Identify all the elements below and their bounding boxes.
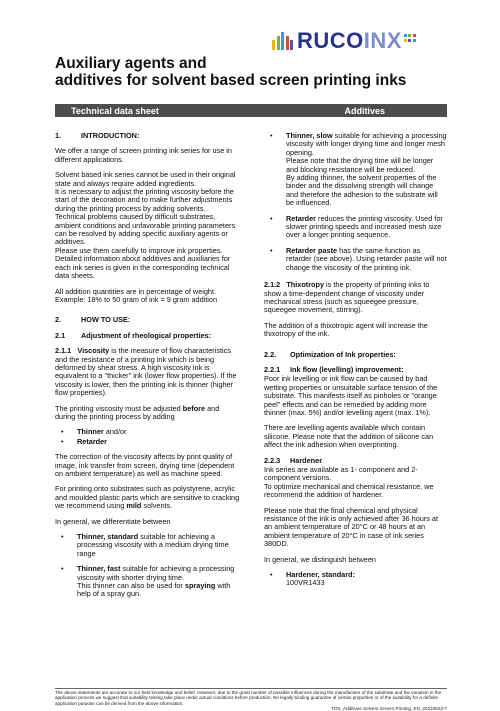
paragraph: For printing onto substrates such as polystyrene, acrylic and moulded plastic parts which are sensitive to cracking we recommend using mild solvents.	[55, 484, 240, 511]
paragraph-thixotropy: 2.1.2 Thixotropy is the property of printing inks to show a time-dependent change of viscosity under mechanical stress (such as squeegee pressure, squeegee movement, stirring).	[264, 280, 430, 315]
paragraph: There are levelling agents available which contain silicone. Please note that the addition of silicone can affect the ink adhesion when overprinting.	[264, 423, 434, 450]
paragraph: The correction of the viscosity affects by print quality of image, ink transfer from screen, drying time (dependent on ambient temperature) as well as machine speed.	[55, 452, 235, 478]
band-left-label: Technical data sheet	[71, 105, 159, 116]
bullet: •	[270, 245, 273, 255]
paragraph-viscosity: 2.1.1 Viscosity is the measure of flow characteristics and the resistance of a printing ink which is being deformed by shear stress. A high viscosity ink is equivalent to a "thicker" ink (lower flow properties). If the viscosity is lower, then the printing ink is thinner (higher flow properties).	[55, 346, 237, 398]
paragraph: In general, we differentiate between	[55, 516, 171, 526]
logo-color-bars	[272, 32, 293, 50]
bullet: •	[270, 213, 273, 223]
logo-dot	[408, 34, 411, 37]
list-item: • Thinner, slow suitable for achieving a processing viscosity with longer drying time and longer mesh opening. Please note that the drying time will be longer and blocking resistance will be reduced. By adding thinner, the solvent properties of the binder and the dissolving strength will change and therefore the adhesion to the substrate will be influenced.	[264, 132, 447, 208]
logo-bar	[286, 36, 289, 50]
title-line-2: additives for solvent based screen printing inks	[55, 72, 407, 89]
heading-optimization: 2.2. Optimization of Ink properties:	[264, 349, 396, 359]
heading-ink-flow: 2.2.1 Ink flow (levelling) improvement:	[264, 364, 404, 374]
left-column	[55, 132, 241, 606]
title-line-1: Auxiliary agents and	[55, 55, 207, 72]
bullet: •	[61, 427, 64, 437]
logo-bar	[281, 32, 284, 50]
list-item: • Retarder paste has the same function as retarder (see above). Using retarder paste will not change the viscosity of the printing ink.	[264, 247, 447, 272]
footer-disclaimer: The above statements are accurate to our best knowledge and belief. However, due to the great number of possible influences during the manufacture of the substrate and the variation in the application process we suggest that suitability testing take place under actual conditions before production. No legally binding guarantee of certain properties or of the suitability for a definite application purpose can be derived from the above information.	[55, 690, 442, 706]
paragraph: The addition of a thixotropic agent will increase the thixotropy of the ink.	[264, 320, 428, 339]
logo-dot	[404, 34, 407, 37]
list-item: • Hardener, standard: 100VR1433	[264, 571, 447, 588]
logo-bar	[290, 40, 293, 50]
paragraph: All addition quantities are in percentage of weight. Example: 18% to 50 gram of ink = 9 gram addition	[55, 286, 218, 304]
bullet: •	[61, 532, 64, 542]
logo-dots	[404, 34, 416, 42]
logo-dot	[413, 34, 416, 37]
heading-hardener: 2.2.3 Hardener	[264, 455, 323, 465]
band-right-label: Additives	[344, 105, 385, 116]
paragraph: Ink series are available as 1- component and 2-component versions. To optimize mechanical and chemical resistance, we recommend the addition of hardener.	[264, 465, 434, 500]
paragraph: In general, we distinguish between	[264, 554, 376, 564]
logo-dot	[404, 39, 407, 42]
rucoinx-logo	[272, 30, 416, 52]
paragraph: Solvent based ink series cannot be used in their original state and always require added ingredients. It is necessary to adjust the printing viscosity before the start of the decoration and to make further adjustments during the printing process by adding solvents. Technical problems caused by difficult substrates, ambient conditions and unfavorable printing parameters can be resolved by adding specific auxiliary agents or additives. Please use them carefully to improve ink properties. Detailed information about additives and auxiliaries for each ink series is given in the corresponding technical data sheets.	[55, 170, 236, 281]
footer-document-ref: TDS_Additives Solvent Screen Printing_EN_20210623-7	[331, 705, 447, 711]
logo-wordmark: RUCOINX	[297, 28, 402, 53]
list-item: • Thinner and/or	[55, 428, 241, 436]
list-item: • Thinner, fast suitable for achieving a processing viscosity with shorter drying time. This thinner can also be used for spraying with help of a spray gun.	[55, 565, 241, 599]
section-band	[55, 104, 447, 117]
list-item: • Thinner, standard suitable for achieving a processing viscosity with a medium drying time range	[55, 533, 241, 558]
paragraph: Please note that the final chemical and physical resistance of the ink is only achieved after 36 hours at an ambient temperature of 20°C or 48 hours at an ambient temperature of 20°C in case of ink series 380DD.	[264, 505, 439, 549]
bullet: •	[61, 564, 64, 574]
right-column	[264, 132, 447, 595]
logo-dot	[413, 39, 416, 42]
paragraph: Poor ink levelling or ink flow can be caused by bad wetting properties or unsuitable surface tension of the substrate. This manifests itself as pinholes or "orange peel" effects and can be remedied by adding more thinner (max. 5%) and/or levelling agent (max. 1%).	[264, 374, 438, 417]
bullet: •	[270, 131, 273, 140]
bullet: •	[270, 570, 273, 580]
bullet: •	[61, 436, 64, 446]
list-item: • Retarder reduces the printing viscosity. Used for slower printing speeds and increased mesh size over a longer printing sequence.	[264, 215, 447, 240]
footer	[55, 688, 447, 711]
heading-introduction: 1. INTRODUCTION:	[55, 131, 140, 140]
heading-rheological: 2.1 Adjustment of rheological properties:	[55, 330, 212, 340]
paragraph: The printing viscosity must be adjusted before and during the printing process by adding	[55, 403, 220, 421]
list-item: • Retarder	[55, 438, 241, 446]
logo-dot	[408, 39, 411, 42]
logo-bar	[277, 36, 280, 50]
paragraph: We offer a range of screen printing ink series for use in different applications.	[55, 146, 232, 164]
heading-how-to-use: 2. HOW TO USE:	[55, 315, 131, 325]
document-title	[55, 55, 406, 89]
logo-bar	[272, 40, 275, 50]
